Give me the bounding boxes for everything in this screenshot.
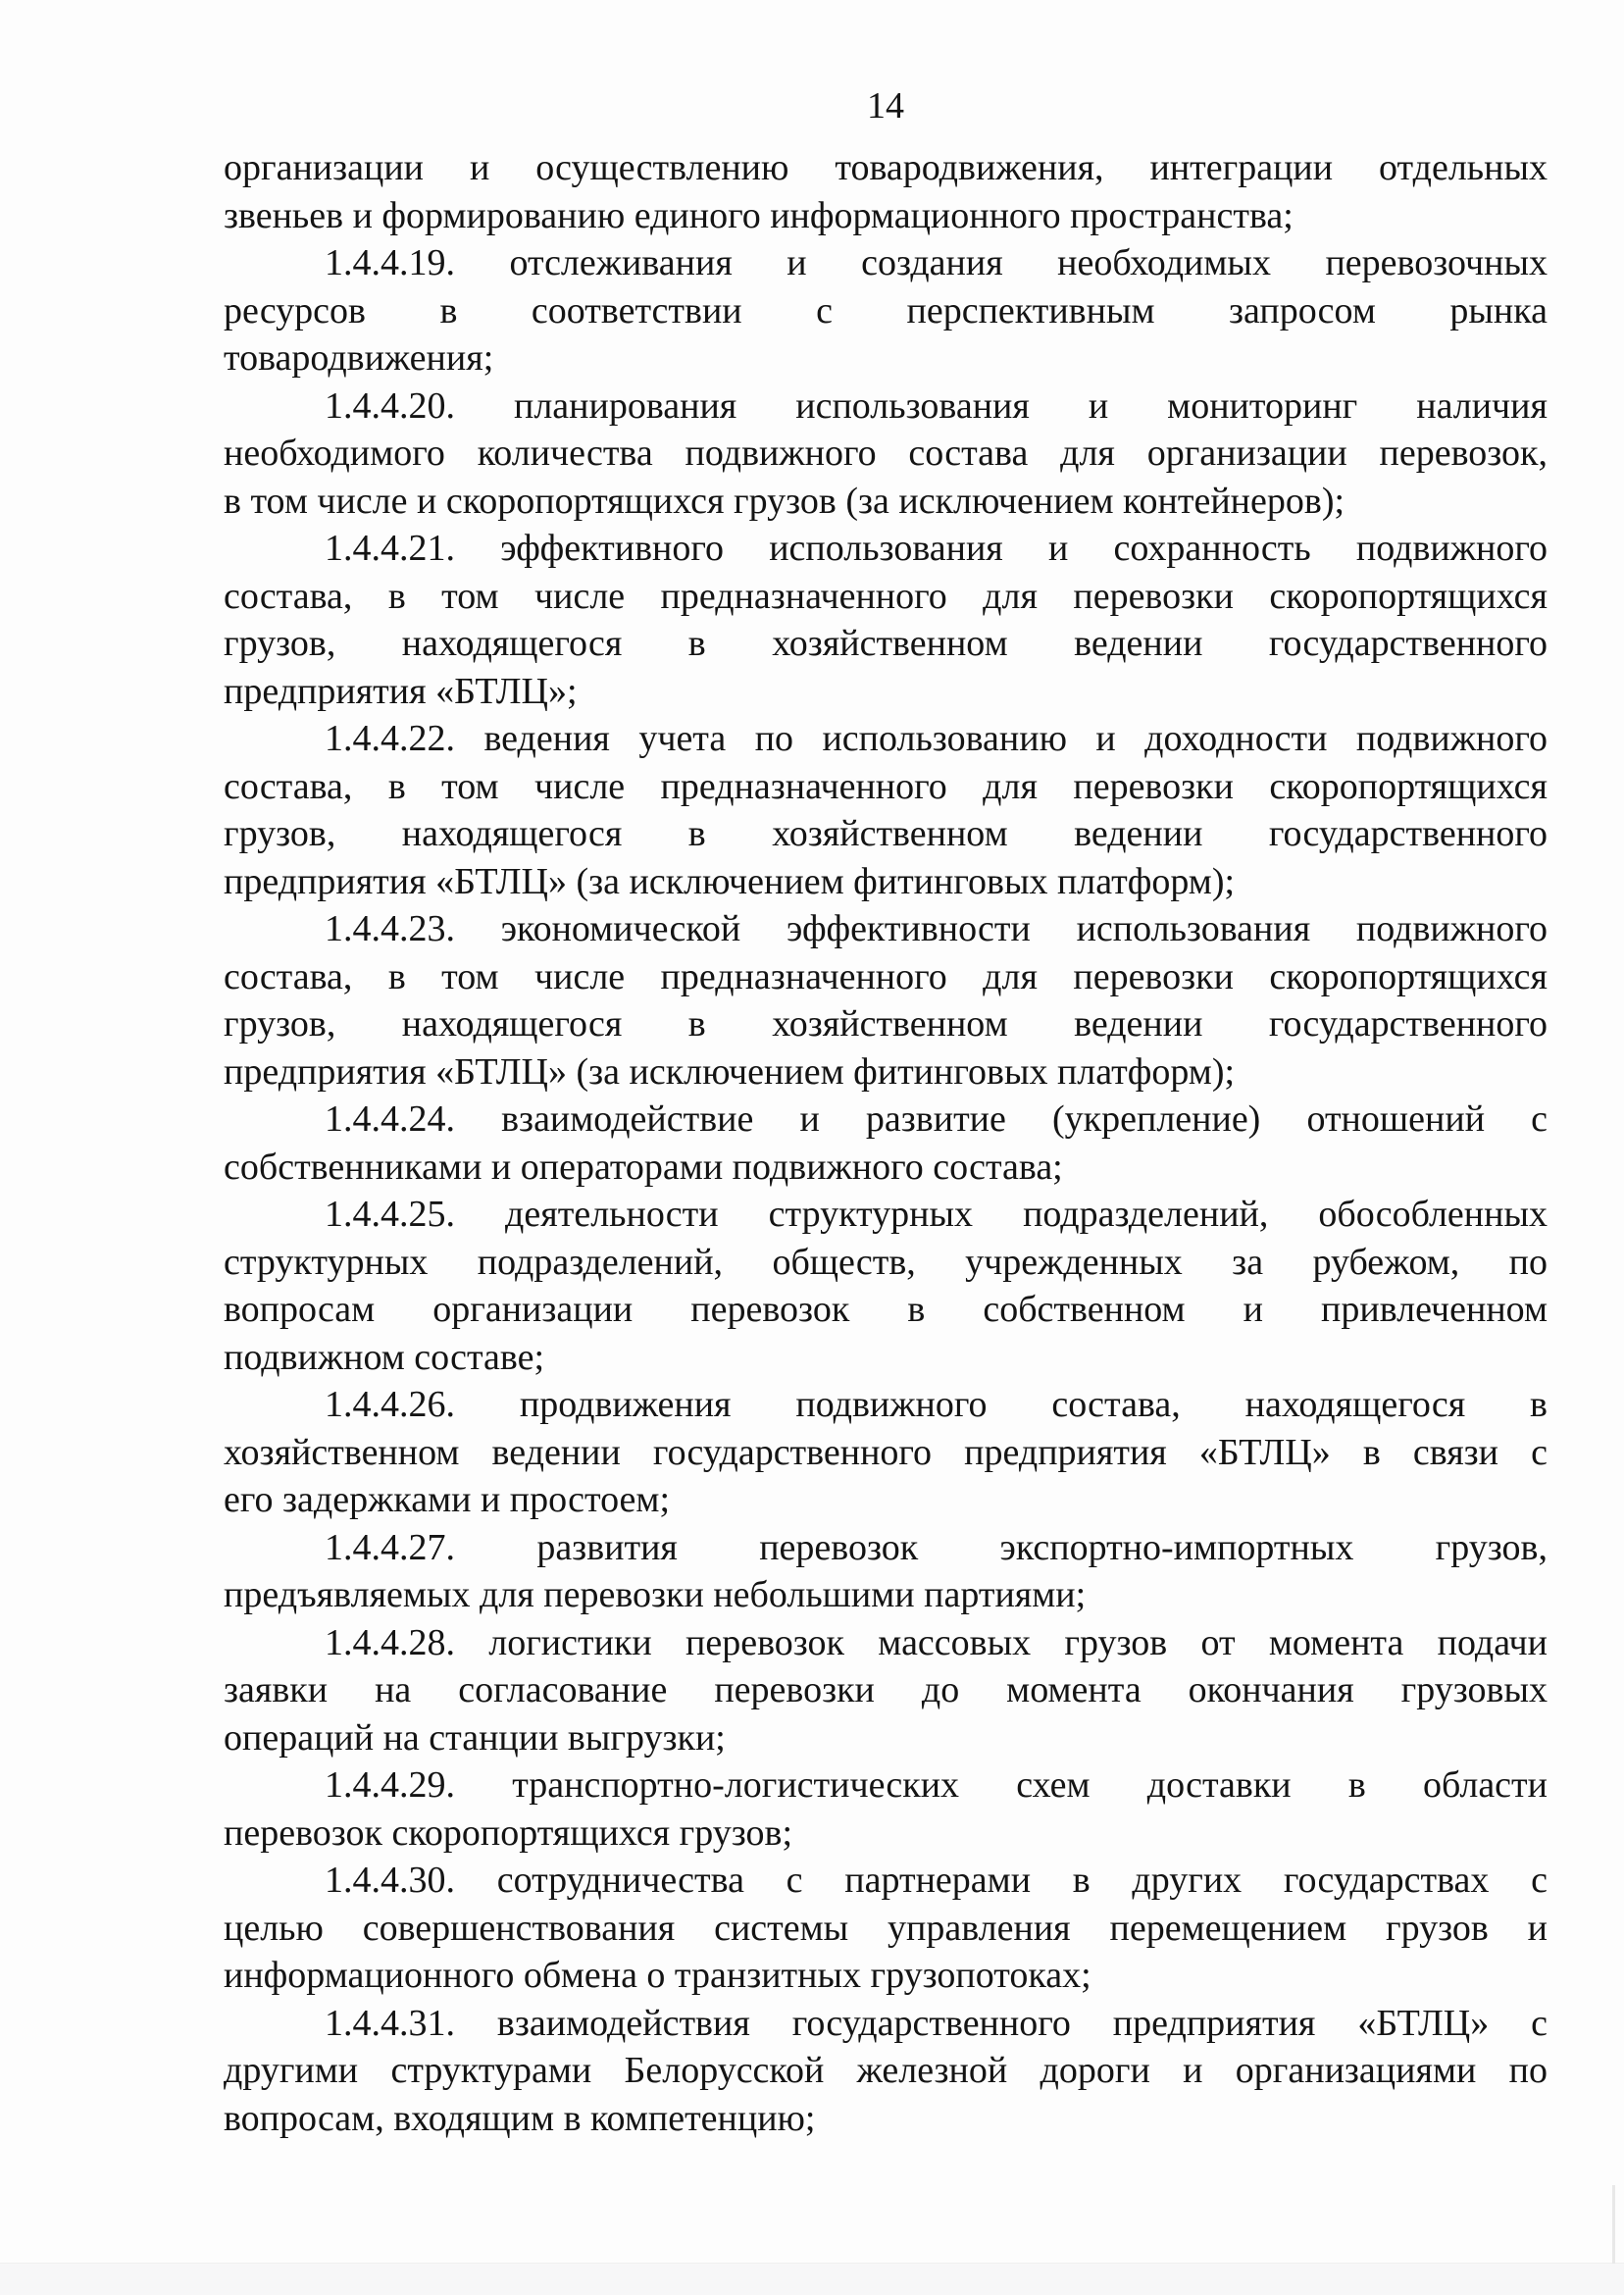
text-line: хозяйственном ведении государственного предприятия «БТЛЦ» в связи с xyxy=(224,1431,1548,1473)
text-line: 1.4.4.22. ведения учета по использованию и доходности подвижного xyxy=(325,718,1548,759)
text-line: грузов, находящегося в хозяйственном ведении государственного xyxy=(224,813,1548,854)
text-line: предприятия «БТЛЦ»; xyxy=(224,670,578,712)
text-line: целью совершенствования системы управления перемещением грузов и xyxy=(224,1907,1548,1949)
text-line: перевозок скоропортящихся грузов; xyxy=(224,1811,793,1854)
text-line: ресурсов в соответствии с перспективным запросом рынка xyxy=(224,289,1548,332)
text-line: необходимого количества подвижного состава для организации перевозок, xyxy=(224,433,1548,474)
text-line: другими структурами Белорусской железной дороги и организациями по xyxy=(224,2050,1548,2091)
text-line: звеньев и формированию единого информационного пространства; xyxy=(224,194,1294,236)
text-line: структурных подразделений, обществ, учрежденных за рубежом, по xyxy=(224,1241,1548,1283)
text-line: его задержками и простоем; xyxy=(224,1479,670,1520)
document-body xyxy=(224,144,1548,2142)
text-line: грузов, находящегося в хозяйственном ведении государственного xyxy=(224,623,1548,664)
text-line: подвижном составе; xyxy=(224,1336,545,1378)
text-line: 1.4.4.21. эффективного использования и сохранность подвижного xyxy=(325,528,1548,569)
text-line: вопросам, входящим в компетенцию; xyxy=(224,2097,816,2139)
text-line: грузов, находящегося в хозяйственном ведении государственного xyxy=(224,1003,1548,1045)
text-line: 1.4.4.24. взаимодействие и развитие (укрепление) отношений с xyxy=(325,1098,1548,1140)
text-line: в том числе и скоропортящихся грузов (за исключением контейнеров); xyxy=(224,480,1345,522)
text-line: собственниками и операторами подвижного состава; xyxy=(224,1146,1063,1188)
scan-edge-strip xyxy=(0,2263,1624,2295)
scan-edge-line xyxy=(1612,2185,1615,2264)
text-line: 1.4.4.19. отслеживания и создания необходимых перевозочных xyxy=(325,242,1548,283)
text-line: 1.4.4.31. взаимодействия государственного предприятия «БТЛЦ» с xyxy=(325,2002,1548,2044)
text-line: предъявляемых для перевозки небольшими партиями; xyxy=(224,1574,1087,1615)
text-line: информационного обмена о транзитных грузопотоках; xyxy=(224,1955,1091,1996)
text-line: предприятия «БТЛЦ» (за исключением фитинговых платформ); xyxy=(224,860,1236,902)
text-line: 1.4.4.29. транспортно-логистических схем доставки в области xyxy=(325,1764,1548,1806)
text-line: организации и осуществлению товародвижения, интеграции отдельных xyxy=(224,147,1548,188)
text-line: состава, в том числе предназначенного для перевозки скоропортящихся xyxy=(224,955,1548,997)
text-line: состава, в том числе предназначенного для перевозки скоропортящихся xyxy=(224,765,1548,807)
text-line: предприятия «БТЛЦ» (за исключением фитинговых платформ); xyxy=(224,1050,1236,1093)
text-line: 1.4.4.27. развития перевозок экспортно-импортных грузов, xyxy=(325,1526,1548,1568)
text-line: 1.4.4.23. экономической эффективности использования подвижного xyxy=(325,908,1548,949)
text-line: 1.4.4.26. продвижения подвижного состава, находящегося в xyxy=(325,1384,1548,1425)
page-number: 14 xyxy=(867,85,904,127)
text-line: вопросам организации перевозок в собственном и привлеченном xyxy=(224,1289,1548,1330)
text-line: 1.4.4.30. сотрудничества с партнерами в других государствах с xyxy=(325,1860,1548,1901)
text-line: 1.4.4.28. логистики перевозок массовых грузов от момента подачи xyxy=(325,1621,1548,1663)
text-line: товародвижения; xyxy=(224,337,494,379)
text-line: заявки на согласование перевозки до момента окончания грузовых xyxy=(224,1669,1548,1710)
text-line: операций на станции выгрузки; xyxy=(224,1716,726,1759)
text-line: 1.4.4.25. деятельности структурных подразделений, обособленных xyxy=(325,1194,1548,1235)
text-line: 1.4.4.20. планирования использования и мониторинг наличия xyxy=(325,384,1548,427)
text-line: состава, в том числе предназначенного для перевозки скоропортящихся xyxy=(224,575,1548,617)
